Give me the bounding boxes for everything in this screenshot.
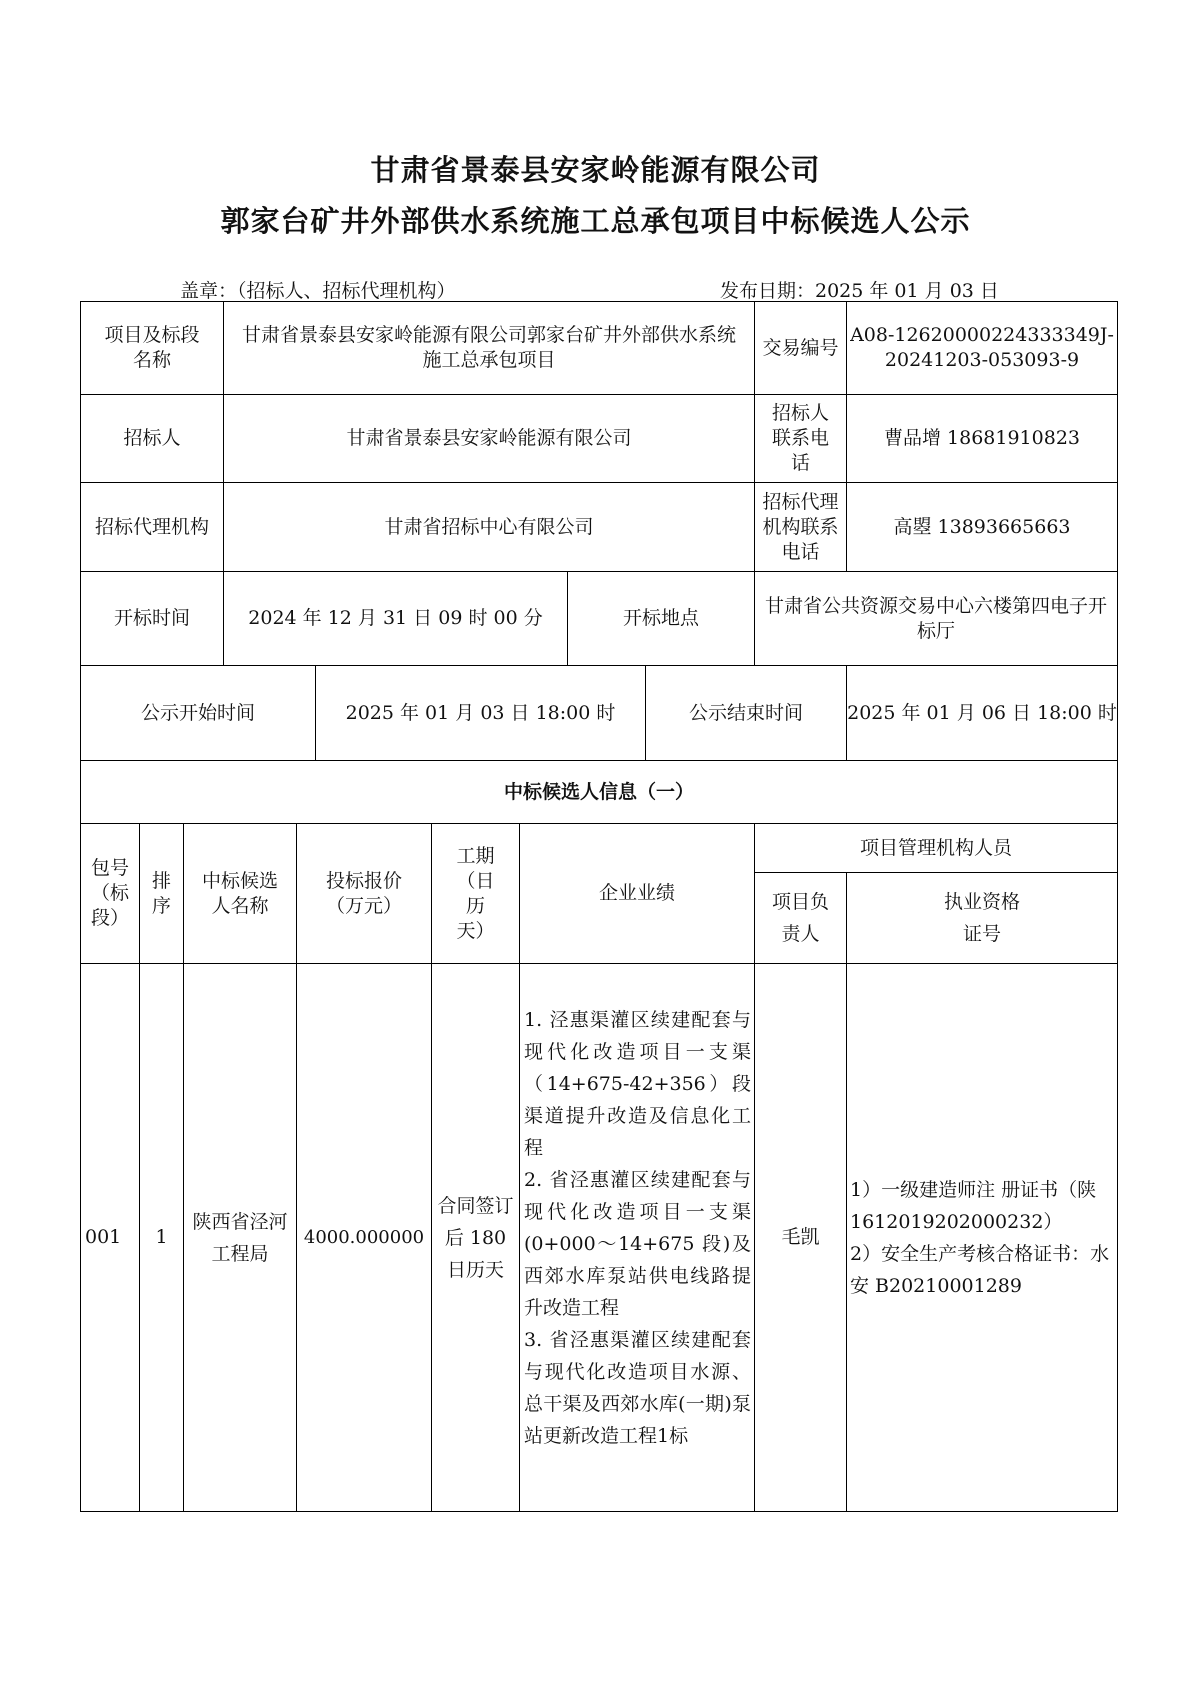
agency-phone-label-cell bbox=[754, 482, 847, 572]
project-value-cell bbox=[223, 301, 755, 395]
col-price-label: 投标报价（万元） bbox=[325, 869, 402, 917]
trade-no-label: 交易编号 bbox=[762, 336, 839, 359]
tenderer-value-cell bbox=[223, 394, 755, 483]
open-time-value: 2024 年 12 月 31 日 09 时 00 分 bbox=[248, 607, 543, 629]
tenderer-phone-value: 曹品增 18681910823 bbox=[883, 427, 1080, 449]
notice-start-value: 2025 年 01 月 03 日 18:00 时 bbox=[345, 701, 616, 724]
notice-end-value: 2025 年 01 月 06 日 18:00 时 bbox=[847, 701, 1117, 724]
publish-date: 发布日期：2025 年 01 月 03 日 bbox=[720, 280, 999, 302]
col-candidate-label: 中标候选人名称 bbox=[201, 869, 278, 917]
open-place-label: 开标地点 bbox=[622, 607, 699, 629]
section-title: 中标候选人信息（一） bbox=[503, 780, 694, 803]
notice-end-label-cell bbox=[645, 665, 847, 761]
trade-no-value-cell bbox=[846, 301, 1118, 395]
open-time-label-cell bbox=[80, 571, 224, 666]
col-manager-header bbox=[754, 872, 847, 964]
agency-phone-label: 招标代理机构联系电话 bbox=[762, 490, 839, 563]
tenderer-label-cell bbox=[80, 394, 224, 483]
cell-candidate bbox=[183, 963, 297, 1512]
tenderer-label: 招标人 bbox=[123, 427, 181, 449]
cert-text: 1）一级建造师注 册证书（陕 1612019202000232） 2）安全生产考核合格证书：水安 B20210001289 bbox=[850, 1178, 1110, 1297]
col-manager-label: 项目负责人 bbox=[771, 891, 829, 945]
tenderer-phone-label-cell bbox=[754, 394, 847, 483]
notice-start-value-cell bbox=[315, 665, 646, 761]
open-place-label-cell bbox=[567, 571, 755, 666]
title-line-1: 甘肃省景泰县安家岭能源有限公司 bbox=[370, 153, 821, 187]
agency-value-cell bbox=[223, 482, 755, 572]
cell-rank bbox=[139, 963, 184, 1512]
col-performance-label: 企业业绩 bbox=[598, 882, 675, 904]
tenderer-value: 甘肃省景泰县安家岭能源有限公司 bbox=[346, 427, 632, 449]
cell-duration bbox=[431, 963, 520, 1512]
cell-price bbox=[296, 963, 432, 1512]
col-duration-label: 工期（日历天） bbox=[456, 844, 495, 942]
tenderer-phone-value-cell bbox=[846, 394, 1118, 483]
col-package-label: 包号（标段） bbox=[90, 857, 129, 929]
title-line-2: 郭家台矿井外部供水系统施工总承包项目中标候选人公示 bbox=[220, 204, 971, 238]
col-cert-header bbox=[846, 872, 1118, 964]
notice-end-label: 公示结束时间 bbox=[688, 701, 803, 724]
rank-value: 1 bbox=[155, 1226, 168, 1248]
manager-name: 毛凯 bbox=[781, 1226, 820, 1248]
open-time-value-cell bbox=[223, 571, 568, 666]
trade-no-value: A08-12620000224333349J-20241203-053093-9 bbox=[850, 324, 1114, 371]
price-value: 4000.000000 bbox=[303, 1227, 425, 1248]
seal-note: 盖章：（招标人、招标代理机构） bbox=[180, 280, 456, 302]
col-mgmt-group-label: 项目管理机构人员 bbox=[859, 836, 1012, 859]
package-value: 001 bbox=[85, 1226, 122, 1248]
project-value: 甘肃省景泰县安家岭能源有限公司郭家台矿井外部供水系统施工总承包项目 bbox=[241, 324, 736, 371]
candidate-name: 陕西省泾河工程局 bbox=[192, 1210, 288, 1265]
agency-label-cell bbox=[80, 482, 224, 572]
cell-cert bbox=[846, 963, 1118, 1512]
notice-end-value-cell bbox=[846, 665, 1118, 761]
agency-phone-value-cell bbox=[846, 482, 1118, 572]
col-price-header bbox=[296, 823, 432, 964]
open-place-value: 甘肃省公共资源交易中心六楼第四电子开标厅 bbox=[764, 594, 1107, 642]
agency-value: 甘肃省招标中心有限公司 bbox=[384, 515, 594, 538]
open-place-value-cell bbox=[754, 571, 1118, 666]
trade-no-label-cell bbox=[754, 301, 847, 395]
col-candidate-header bbox=[183, 823, 297, 964]
col-cert-label: 执业资格证号 bbox=[943, 891, 1020, 945]
col-rank-header bbox=[139, 823, 184, 964]
section-title-cell bbox=[80, 760, 1118, 824]
open-time-label: 开标时间 bbox=[113, 607, 190, 629]
agency-label: 招标代理机构 bbox=[94, 515, 209, 538]
cell-performance bbox=[519, 963, 755, 1512]
col-duration-header bbox=[431, 823, 520, 964]
agency-phone-value: 高曌 13893665663 bbox=[893, 515, 1071, 538]
performance-text: 1. 泾惠渠灌区续建配套与现代化改造项目一支渠（14+675-42+356）段渠道提升改造及信息化工程 2. 省泾惠灌区续建配套与现代化改造项目一支渠(0+000～14+675 段)及西郊水库泵站供电线路提升改造工程 3. 省泾惠渠灌区续建配套与现代化改造项目水源、总干渠及西郊水库(一期)泵站更新改造工程1标 bbox=[524, 1009, 751, 1447]
col-mgmt-group-header bbox=[754, 823, 1118, 873]
col-rank-label: 排序 bbox=[151, 869, 171, 917]
notice-start-label-cell bbox=[80, 665, 316, 761]
col-performance-header bbox=[519, 823, 755, 964]
col-package-header bbox=[80, 823, 140, 964]
project-label-cell bbox=[80, 301, 224, 395]
tenderer-phone-label: 招标人联系电话 bbox=[771, 402, 829, 474]
cell-package bbox=[80, 963, 140, 1512]
notice-start-label: 公示开始时间 bbox=[140, 701, 255, 724]
cell-manager bbox=[754, 963, 847, 1512]
project-label: 项目及标段名称 bbox=[104, 324, 200, 371]
duration-value: 合同签订后 180 日历天 bbox=[437, 1194, 514, 1281]
